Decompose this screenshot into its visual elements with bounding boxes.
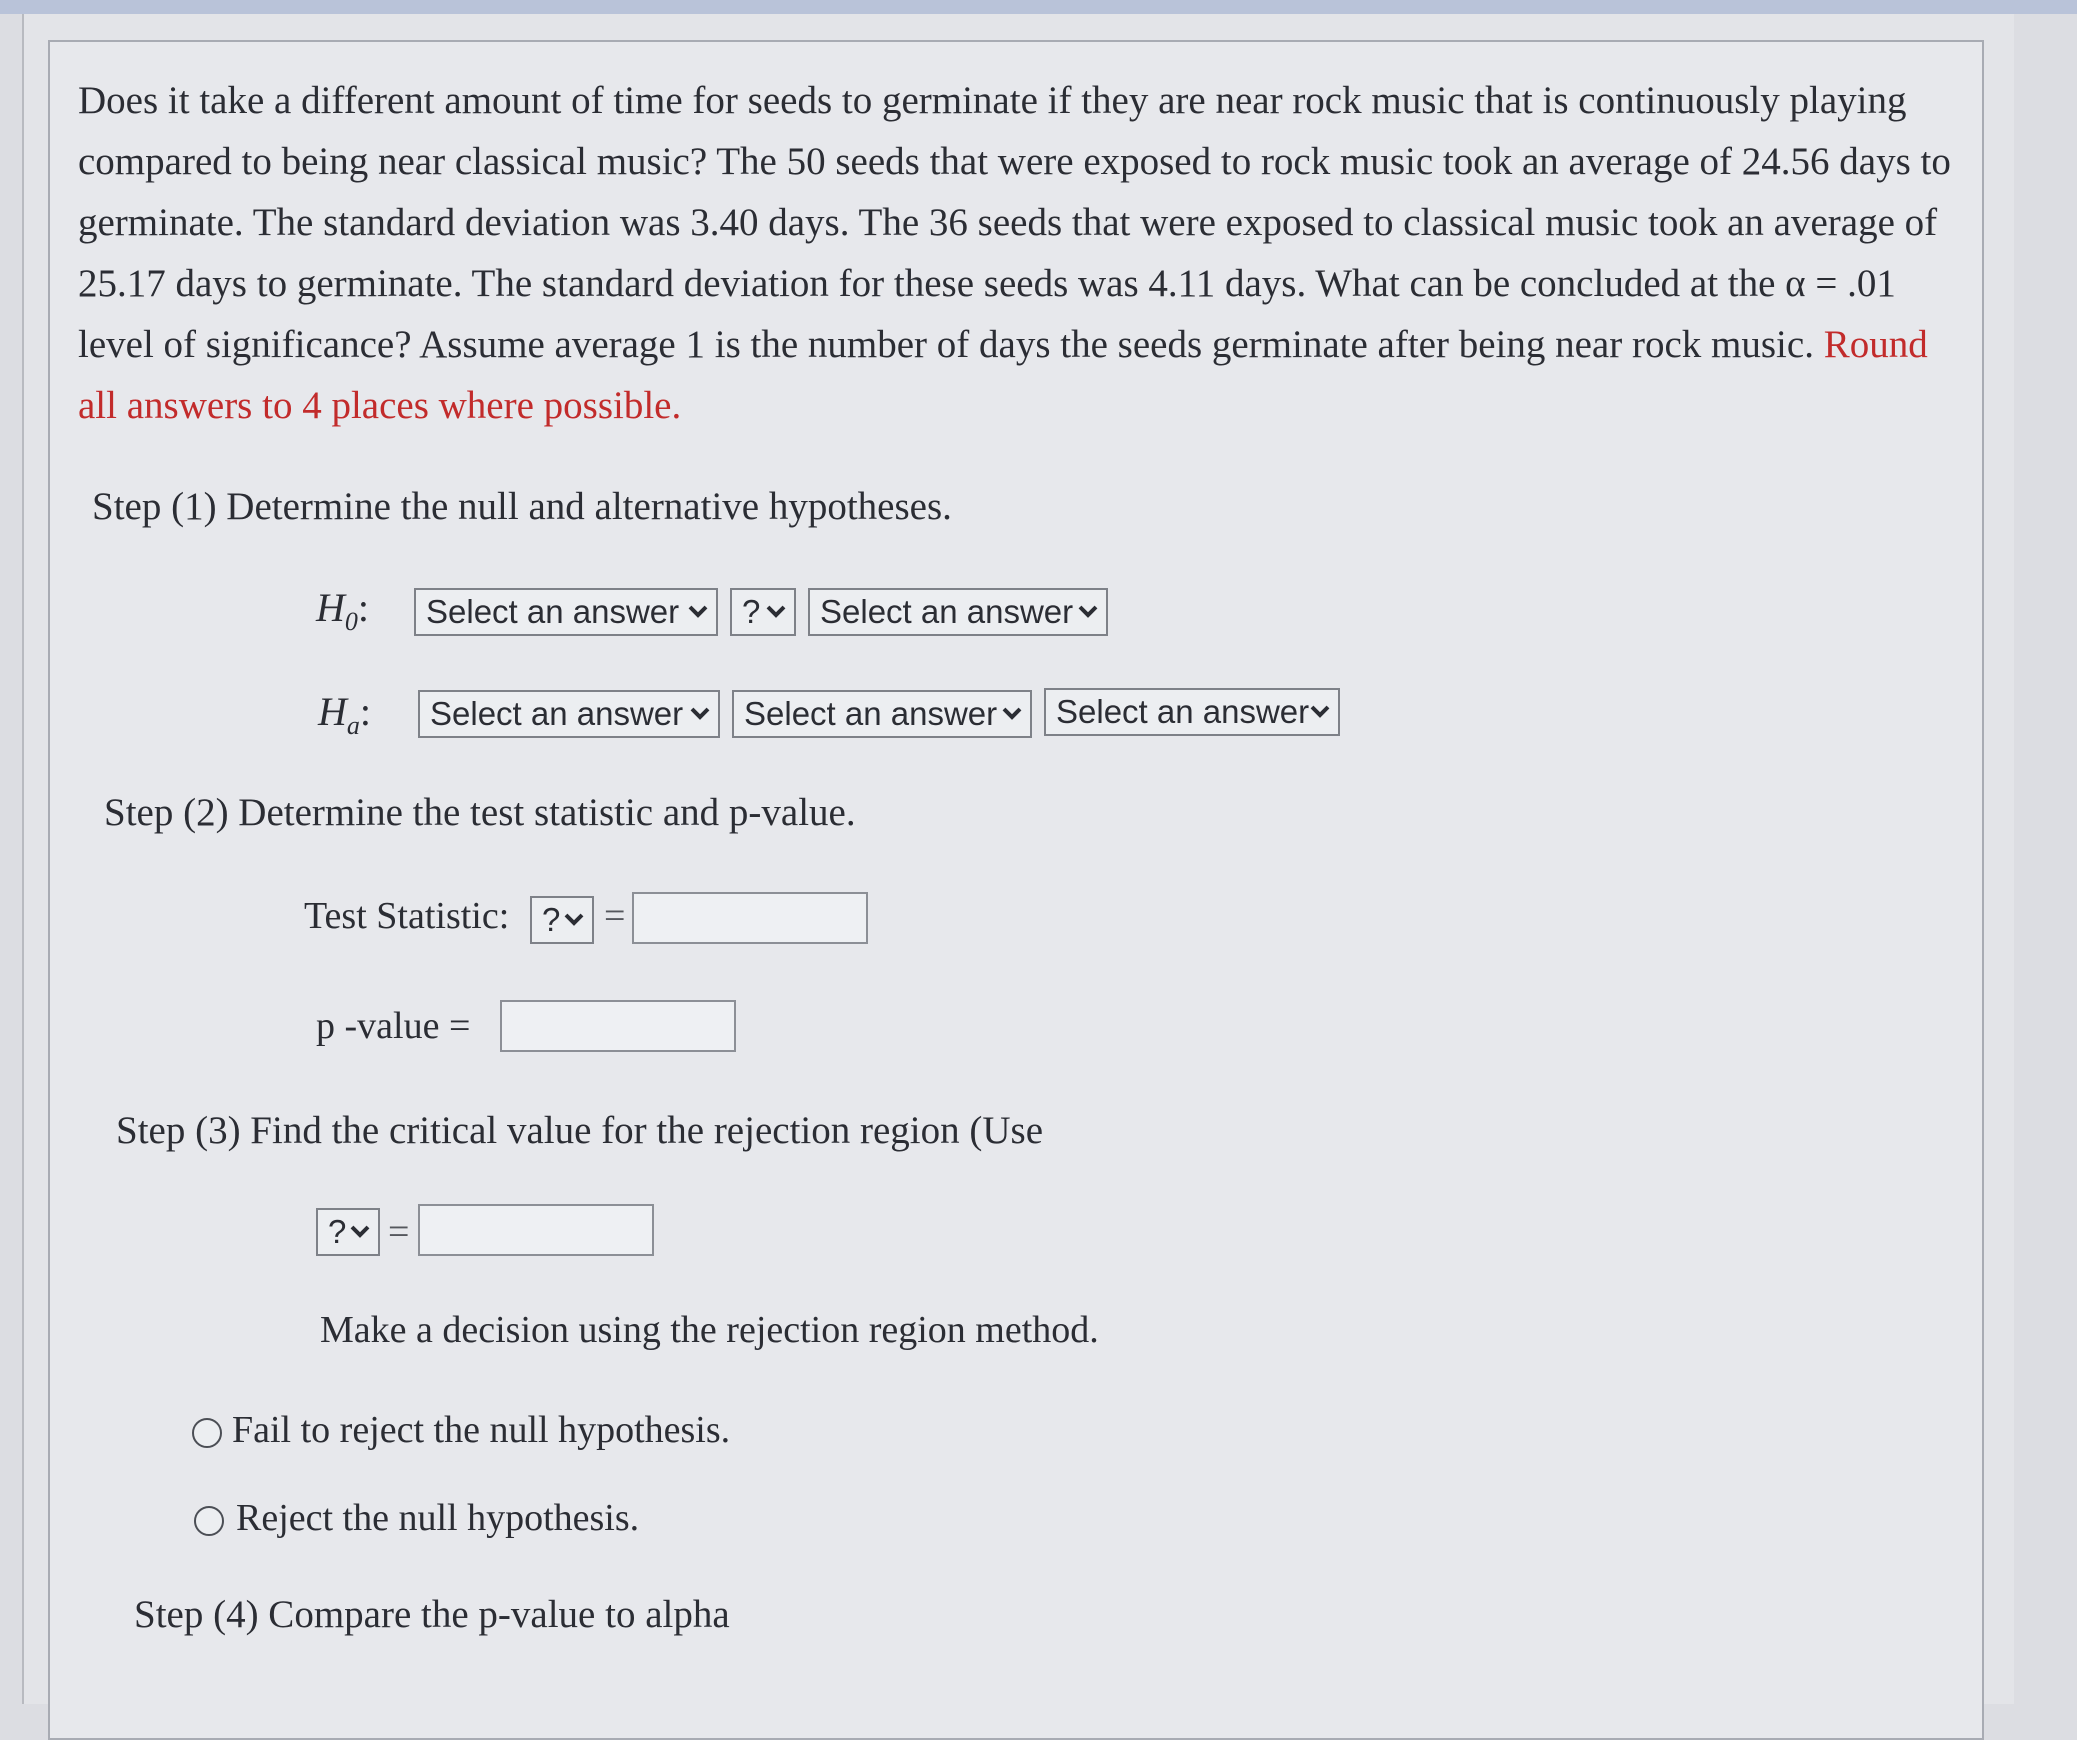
decision-prompt: Make a decision using the rejection region method. bbox=[320, 1309, 1099, 1351]
window-top-strip bbox=[0, 0, 2077, 14]
h0-operator-select[interactable] bbox=[730, 588, 796, 636]
ha-colon: : bbox=[359, 689, 372, 734]
h0-operator-select-value: ? bbox=[742, 593, 761, 630]
step4-title: Step (4) Compare the p-value to alpha bbox=[134, 1593, 730, 1636]
test-statistic-input[interactable] bbox=[632, 892, 868, 944]
ha-operator-select-value: Select an answer bbox=[744, 695, 998, 732]
critical-value-type-select-value: ? bbox=[328, 1213, 347, 1250]
step1-title: Step (1) Determine the null and alternative hypotheses. bbox=[92, 485, 952, 528]
h0-symbol: H bbox=[316, 585, 345, 630]
critical-value-input[interactable] bbox=[418, 1204, 654, 1256]
step3-title: Step (3) Find the critical value for the rejection region (Use bbox=[116, 1109, 1044, 1152]
fail-to-reject-radio[interactable] bbox=[192, 1418, 222, 1448]
h0-value-select[interactable] bbox=[808, 588, 1108, 636]
h0-parameter-select[interactable] bbox=[414, 588, 718, 636]
reject-radio[interactable] bbox=[194, 1506, 224, 1536]
critical-value-equals: = bbox=[388, 1211, 410, 1253]
h0-value-select-value: Select an answer bbox=[820, 593, 1074, 630]
chevron-down-icon bbox=[686, 590, 710, 634]
chevron-down-icon bbox=[1000, 692, 1024, 736]
step2-title: Step (2) Determine the test statistic and p-value. bbox=[104, 791, 856, 834]
p-value-label: p -value = bbox=[316, 1005, 471, 1047]
ha-value-select[interactable] bbox=[1044, 688, 1340, 736]
test-statistic-equals: = bbox=[604, 895, 626, 937]
question-prompt bbox=[78, 70, 1968, 436]
ha-operator-select[interactable] bbox=[732, 690, 1032, 738]
ha-subscript: a bbox=[346, 711, 360, 740]
chevron-down-icon bbox=[348, 1210, 372, 1254]
alternative-hypothesis-label bbox=[318, 688, 371, 741]
ha-value-select-value: Select an answer bbox=[1056, 693, 1310, 730]
critical-value-type-select[interactable] bbox=[316, 1208, 380, 1256]
test-statistic-label: Test Statistic: bbox=[304, 895, 510, 937]
h0-subscript: 0 bbox=[344, 607, 358, 636]
ha-parameter-select-value: Select an answer bbox=[430, 695, 684, 732]
ha-parameter-select[interactable] bbox=[418, 690, 720, 738]
chevron-down-icon bbox=[1308, 690, 1332, 734]
prompt-text: Does it take a different amount of time for seeds to germinate if they are near rock music that is continuously playing compared to being near classical music? The 50 seeds that were exposed to rock music took an average of 24.56 days to germinate. The standard deviation was 3.40 days. The 36 seeds that were exposed to classical music took an average of 25.17 days to germinate. The standard deviation for these seeds was 4.11 days. What can be concluded at the α = .01 level of significance? Assume average 1 is the number of days the seeds germinate after being near rock music. bbox=[78, 79, 1951, 366]
p-value-input[interactable] bbox=[500, 1000, 736, 1052]
test-statistic-type-select[interactable] bbox=[530, 896, 594, 944]
chevron-down-icon bbox=[764, 590, 788, 634]
chevron-down-icon bbox=[688, 692, 712, 736]
chevron-down-icon bbox=[1076, 590, 1100, 634]
rounding-warning: Round all answers to 4 places where possible. bbox=[78, 323, 1928, 427]
test-statistic-type-select-value: ? bbox=[542, 901, 561, 938]
null-hypothesis-label bbox=[316, 584, 369, 637]
h0-colon: : bbox=[357, 585, 370, 630]
chevron-down-icon bbox=[562, 898, 586, 942]
reject-label: Reject the null hypothesis. bbox=[236, 1497, 640, 1539]
fail-to-reject-label: Fail to reject the null hypothesis. bbox=[232, 1409, 731, 1451]
h0-parameter-select-value: Select an answer bbox=[426, 593, 680, 630]
ha-symbol: H bbox=[318, 689, 347, 734]
